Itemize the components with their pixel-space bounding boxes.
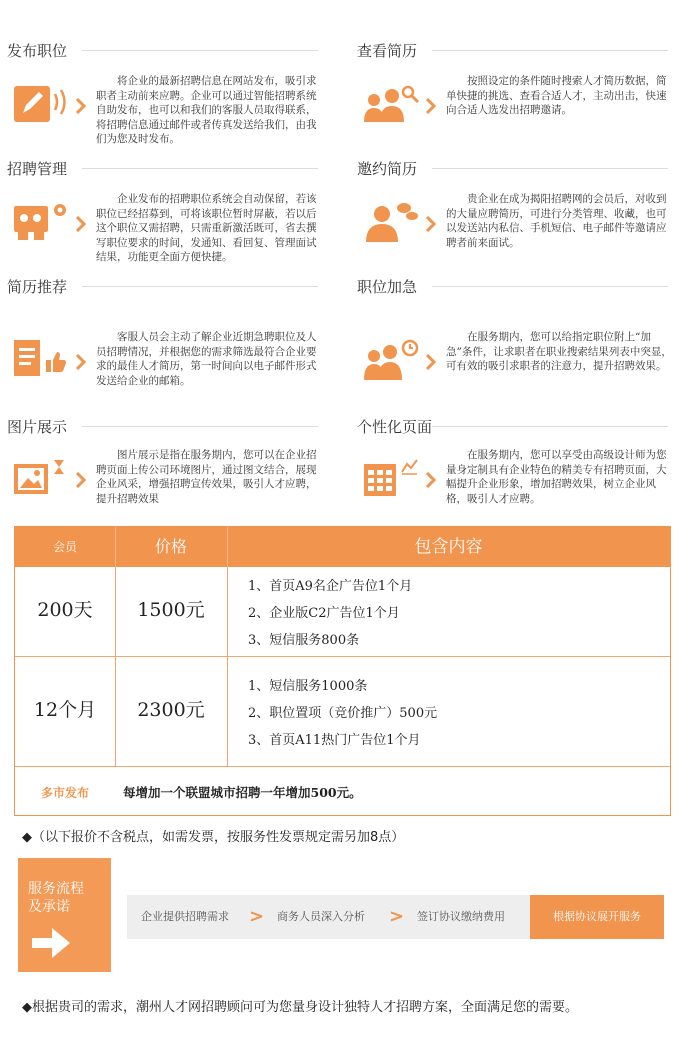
chevron-right-icon xyxy=(426,216,436,232)
feature-title: 邀约简历 xyxy=(357,160,418,178)
flow-final-step: 根据协议展开服务 xyxy=(530,895,664,939)
table-cell-member: 200天 xyxy=(37,599,93,621)
divider xyxy=(227,527,228,567)
flow-steps xyxy=(127,895,664,939)
people-search-icon xyxy=(362,82,420,126)
feature-view-resume xyxy=(350,40,680,160)
megaphone-edit-icon xyxy=(12,82,70,126)
chevron-right-icon xyxy=(76,354,86,370)
feature-job-urgent xyxy=(350,276,680,396)
feature-title: 发布职位 xyxy=(7,42,68,60)
header-member: 会员 xyxy=(52,540,77,554)
closing-note: ◆根据贵司的需求，潮州人才网招聘顾问可为您量身设计独特人才招聘方案，全面满足您的需要。 xyxy=(22,1000,578,1015)
divider xyxy=(432,50,668,51)
flow-step: 签订协议缴纳费用 xyxy=(417,910,505,923)
feature-desc: 图片展示是指在服务期内，您可以在企业招聘页面上传公司环境图片，通过图文结合，展现企业风采，增强招聘宣传效果，吸引人才应聘，提升招聘效果 xyxy=(96,449,317,505)
feature-title: 查看简历 xyxy=(357,42,418,60)
grid-chart-icon xyxy=(362,456,420,500)
feature-title: 简历推荐 xyxy=(7,278,68,296)
divider xyxy=(82,50,318,51)
chevron-right-icon xyxy=(426,98,436,114)
chevron-right-icon xyxy=(426,472,436,488)
table-cell-price: 1500元 xyxy=(137,599,205,621)
chevron-right-icon xyxy=(76,472,86,488)
feature-desc: 按照设定的条件随时搜索人才简历数据，简单快捷的挑选、查看合适人才，主动出击，快速向合适人选发出招聘邀请。 xyxy=(446,75,667,116)
header-content: 包含内容 xyxy=(414,537,483,557)
feature-image-display xyxy=(0,416,330,536)
document-thumbsup-icon xyxy=(12,338,70,382)
table-item: 2、职位置项（竞价推广）500元 xyxy=(248,706,438,721)
table-item: 2、企业版C2广告位1个月 xyxy=(248,606,400,621)
person-chat-icon xyxy=(362,200,420,244)
flow-step: 商务人员深入分析 xyxy=(277,910,365,923)
feature-desc: 贵企业在成为揭阳招聘网的会员后，对收到的大量应聘简历，可进行分类管理、收藏，也可以发送站内私信、手机短信、电子邮件等邀请应聘者前来面试。 xyxy=(446,193,667,249)
feature-invite-resume xyxy=(350,158,680,278)
people-clock-icon xyxy=(362,338,420,382)
feature-post-job xyxy=(0,40,330,160)
feature-desc: 客服人员会主动了解企业近期急聘职位及人员招聘情况，并根据您的需求筛选最符合企业要求的最佳人才简历，第一时间向以电子邮件形式发送给企业的邮箱。 xyxy=(96,331,317,387)
table-item: 1、首页A9名企广告位1个月 xyxy=(248,579,413,594)
divider xyxy=(432,426,668,427)
arrow-right-icon xyxy=(32,928,70,958)
divider xyxy=(15,656,670,657)
feature-desc: 在服务期内，您可以给指定职位附上“加急”条件，让求职者在职业搜索结果列表中突显，可有效的吸引求职者的注意力，提升招聘效果。 xyxy=(446,331,672,372)
table-item: 3、首页A11热门广告位1个月 xyxy=(248,733,421,748)
feature-title: 职位加急 xyxy=(357,278,418,296)
feature-title: 图片展示 xyxy=(7,418,68,436)
chevron-right-icon xyxy=(426,354,436,370)
image-hourglass-icon xyxy=(12,456,70,500)
header-price: 价格 xyxy=(154,537,187,556)
divider xyxy=(227,567,228,766)
table-cell-member: 12个月 xyxy=(33,699,97,721)
feature-desc: 将企业的最新招聘信息在网站发布，吸引求职者主动前来应聘。企业可以通过智能招聘系统自助发布，也可以和我们的客服人员取得联系，将招聘信息通过邮件或者传真发送给我们，由我们为您及时发布。 xyxy=(96,75,317,145)
board-gear-icon xyxy=(12,200,70,244)
divider xyxy=(432,286,668,287)
extra-label: 多市发布 xyxy=(40,786,89,800)
feature-desc: 企业发布的招聘职位系统会自动保留，若该职位已经招募到，可将该职位暂时屏蔽，若以后这个职位又需招聘，只需重新激活既可，省去撰写职位要求的时间，发通知、看回复、管理面试结果，功能更全面方便快捷。 xyxy=(96,193,317,263)
feature-recruit-manage xyxy=(0,158,330,278)
flow-subtitle: 及承诺 xyxy=(28,899,70,915)
feature-title: 招聘管理 xyxy=(7,160,68,178)
price-note: ◆（以下报价不含税点，如需发票，按服务性发票规定需另加8点） xyxy=(22,830,405,845)
flow-title: 服务流程 xyxy=(28,881,84,897)
extra-text: 每增加一个联盟城市招聘一年增加500元。 xyxy=(123,785,362,800)
feature-desc: 在服务期内，您可以享受由高级设计师为您量身定制具有企业特色的精美专有招聘页面，大幅提升企业形象，增加招聘效果，树立企业风格，吸引人才应聘。 xyxy=(446,449,667,505)
price-table xyxy=(14,526,671,816)
flow-separator: > xyxy=(249,906,265,927)
divider xyxy=(82,286,318,287)
table-header xyxy=(15,527,670,567)
divider xyxy=(82,426,318,427)
divider xyxy=(115,527,116,567)
table-item: 3、短信服务800条 xyxy=(248,633,360,648)
feature-title: 个性化页面 xyxy=(357,418,433,436)
flow-step: 企业提供招聘需求 xyxy=(141,910,229,923)
divider xyxy=(432,168,668,169)
feature-custom-page xyxy=(350,416,680,536)
table-item: 1、短信服务1000条 xyxy=(248,679,368,694)
feature-resume-recommend xyxy=(0,276,330,396)
divider xyxy=(82,168,318,169)
divider xyxy=(15,766,670,767)
chevron-right-icon xyxy=(76,98,86,114)
chevron-right-icon xyxy=(76,216,86,232)
flow-title-box xyxy=(18,858,111,972)
table-cell-price: 2300元 xyxy=(137,699,205,721)
flow-separator: > xyxy=(389,906,405,927)
